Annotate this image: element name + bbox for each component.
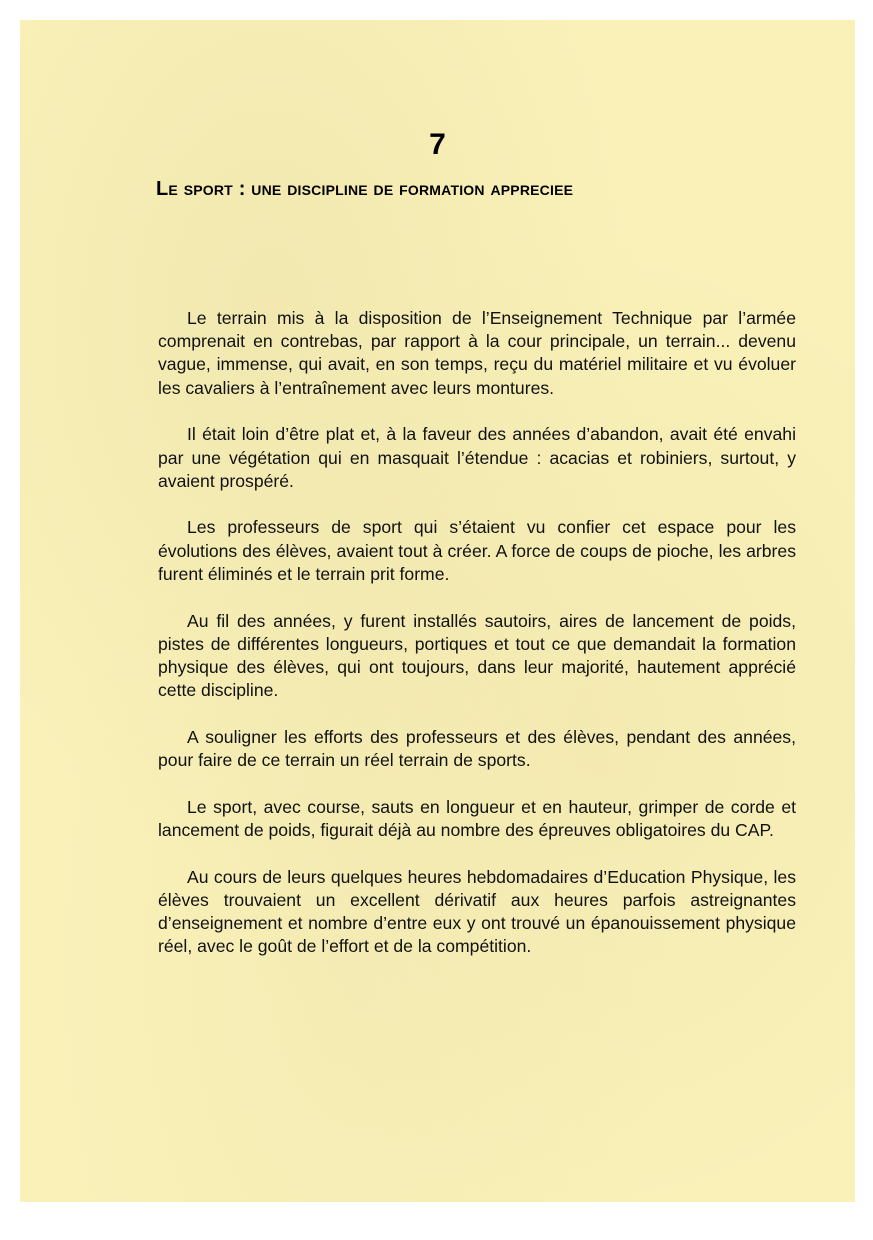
paragraph: Le sport, avec course, sauts en longueur et en hauteur, grimper de corde et lancement de poids, figurait déjà au nombre des épreuves obligatoires du CAP. xyxy=(158,796,796,840)
chapter-title: Le sport : une discipline de formation appreciee xyxy=(156,178,574,200)
paragraph: Au cours de leurs quelques heures hebdomadaires d’Education Physique, les élèves trouvaient un excellent dérivatif aux heures parfois astreignantes d’enseignement et nombre d’entre eux y ont trouvé un épanouissement physique réel, avec le goût de l’effort et de la compétition. xyxy=(158,866,796,957)
body-text xyxy=(158,307,796,982)
paragraph: Le terrain mis à la disposition de l’Enseignement Technique par l’armée comprenait en contrebas, par rapport à la cour principale, un terrain... devenu vague, immense, qui avait, en son temps, reçu du matériel militaire et vu évoluer les cavaliers à l’entraînement avec leurs montures. xyxy=(158,308,796,398)
paragraph: Les professeurs de sport qui s’étaient vu confier cet espace pour les évolutions des élèves, avaient tout à créer. A force de coups de pioche, les arbres furent éliminés et le terrain prit forme. xyxy=(158,517,796,584)
paragraph: A souligner les efforts des professeurs et des élèves, pendant des années, pour faire de ce terrain un réel terrain de sports. xyxy=(158,726,796,771)
paragraph: Au fil des années, y furent installés sautoirs, aires de lancement de poids, pistes de différentes longueurs, portiques et tout ce que demandait la formation physique des élèves, qui ont toujours, dans leur majorité, hautement apprécié cette discipline. xyxy=(158,610,796,701)
document-page xyxy=(20,20,855,1202)
paragraph: Il était loin d’être plat et, à la faveur des années d’abandon, avait été envahi par une végétation qui en masquait l’étendue : acacias et robiniers, surtout, y avaient prospéré. xyxy=(158,424,796,491)
chapter-number: 7 xyxy=(429,128,446,161)
